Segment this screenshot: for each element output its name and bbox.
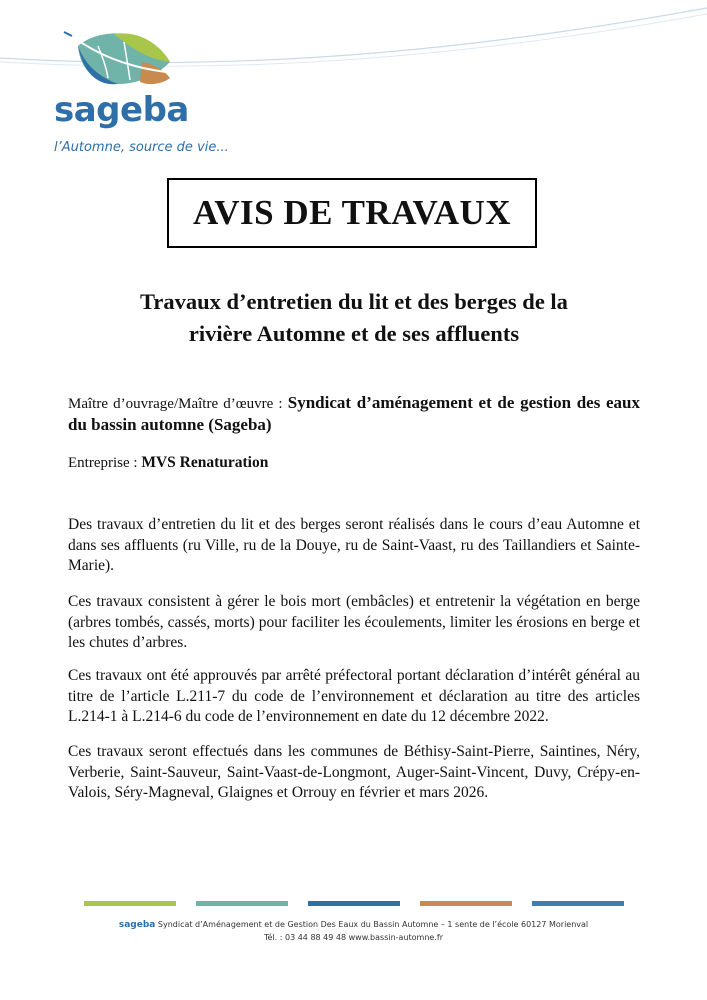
subtitle-line-2: rivière Automne et de ses affluents: [188, 321, 520, 346]
paragraph-communes: Ces travaux seront effectués dans les communes de Béthisy-Saint-Pierre, Saintines, Néry, Verberie, Saint-Sauveur, Saint-Vaast-de-Longmont, Auger-Saint-Vincent, Duvy, Crépy-en-Valois, Séry-Magneval, Glaignes et Orrouy en février et mars 2026.: [68, 743, 640, 801]
tagline: l’Automne, source de vie...: [54, 140, 229, 155]
footer-contact: Tél. : 03 44 88 49 48 www.bassin-automne.fr: [264, 933, 443, 942]
owner-info: [68, 393, 640, 436]
paragraph-works-description: Des travaux d’entretien du lit et des berges seront réalisés dans le cours d’eau Automne et dans ses affluents (ru Ville, ru de la Douye, ru de Saint-Vaast, ru des Taillandiers et Sainte-Marie).: [68, 516, 640, 574]
owner-label: Maître d’ouvrage/Maître d’œuvre :: [68, 396, 283, 412]
footer-bar: [420, 901, 512, 906]
page-title: AVIS DE TRAVAUX: [192, 193, 512, 232]
footer-bar: [196, 901, 288, 906]
company-value: MVS Renaturation: [141, 454, 269, 471]
company-info: [68, 453, 640, 474]
footer-brand: sageba: [118, 920, 156, 930]
footer-color-bars: [84, 901, 624, 906]
footer-address: [0, 920, 707, 930]
sageba-logo: [50, 26, 190, 136]
subtitle: [70, 286, 638, 350]
paragraph-approval: Ces travaux ont été approuvés par arrêté préfectoral portant déclaration d’intérêt général au titre de l’article L.211-7 du code de l’environnement et déclaration au titre des articles L.214-1 à L.214-6 du code de l’environnement en date du 12 décembre 2022.: [68, 667, 640, 725]
owner-value: Syndicat d’aménagement et de gestion des eaux du bassin automne (Sageba): [68, 393, 641, 434]
footer-bar: [532, 901, 624, 906]
subtitle-line-1: Travaux d’entretien du lit et des berges de la: [140, 289, 568, 314]
footer-bar: [308, 901, 400, 906]
logo-text: sageba: [54, 90, 189, 130]
company-label: Entreprise :: [68, 455, 138, 471]
paragraph-works-content: Ces travaux consistent à gérer le bois mort (embâcles) et entretenir la végétation en berge (arbres tombés, cassés, morts) pour faciliter les écoulements, limiter les érosions en berge et les chutes d’arbres.: [68, 593, 640, 651]
footer-address-text: Syndicat d’Aménagement et de Gestion Des Eaux du Bassin Automne – 1 sente de l’école 60127 Morienval: [157, 920, 589, 929]
footer-bar: [84, 901, 176, 906]
title-box: [167, 178, 537, 248]
